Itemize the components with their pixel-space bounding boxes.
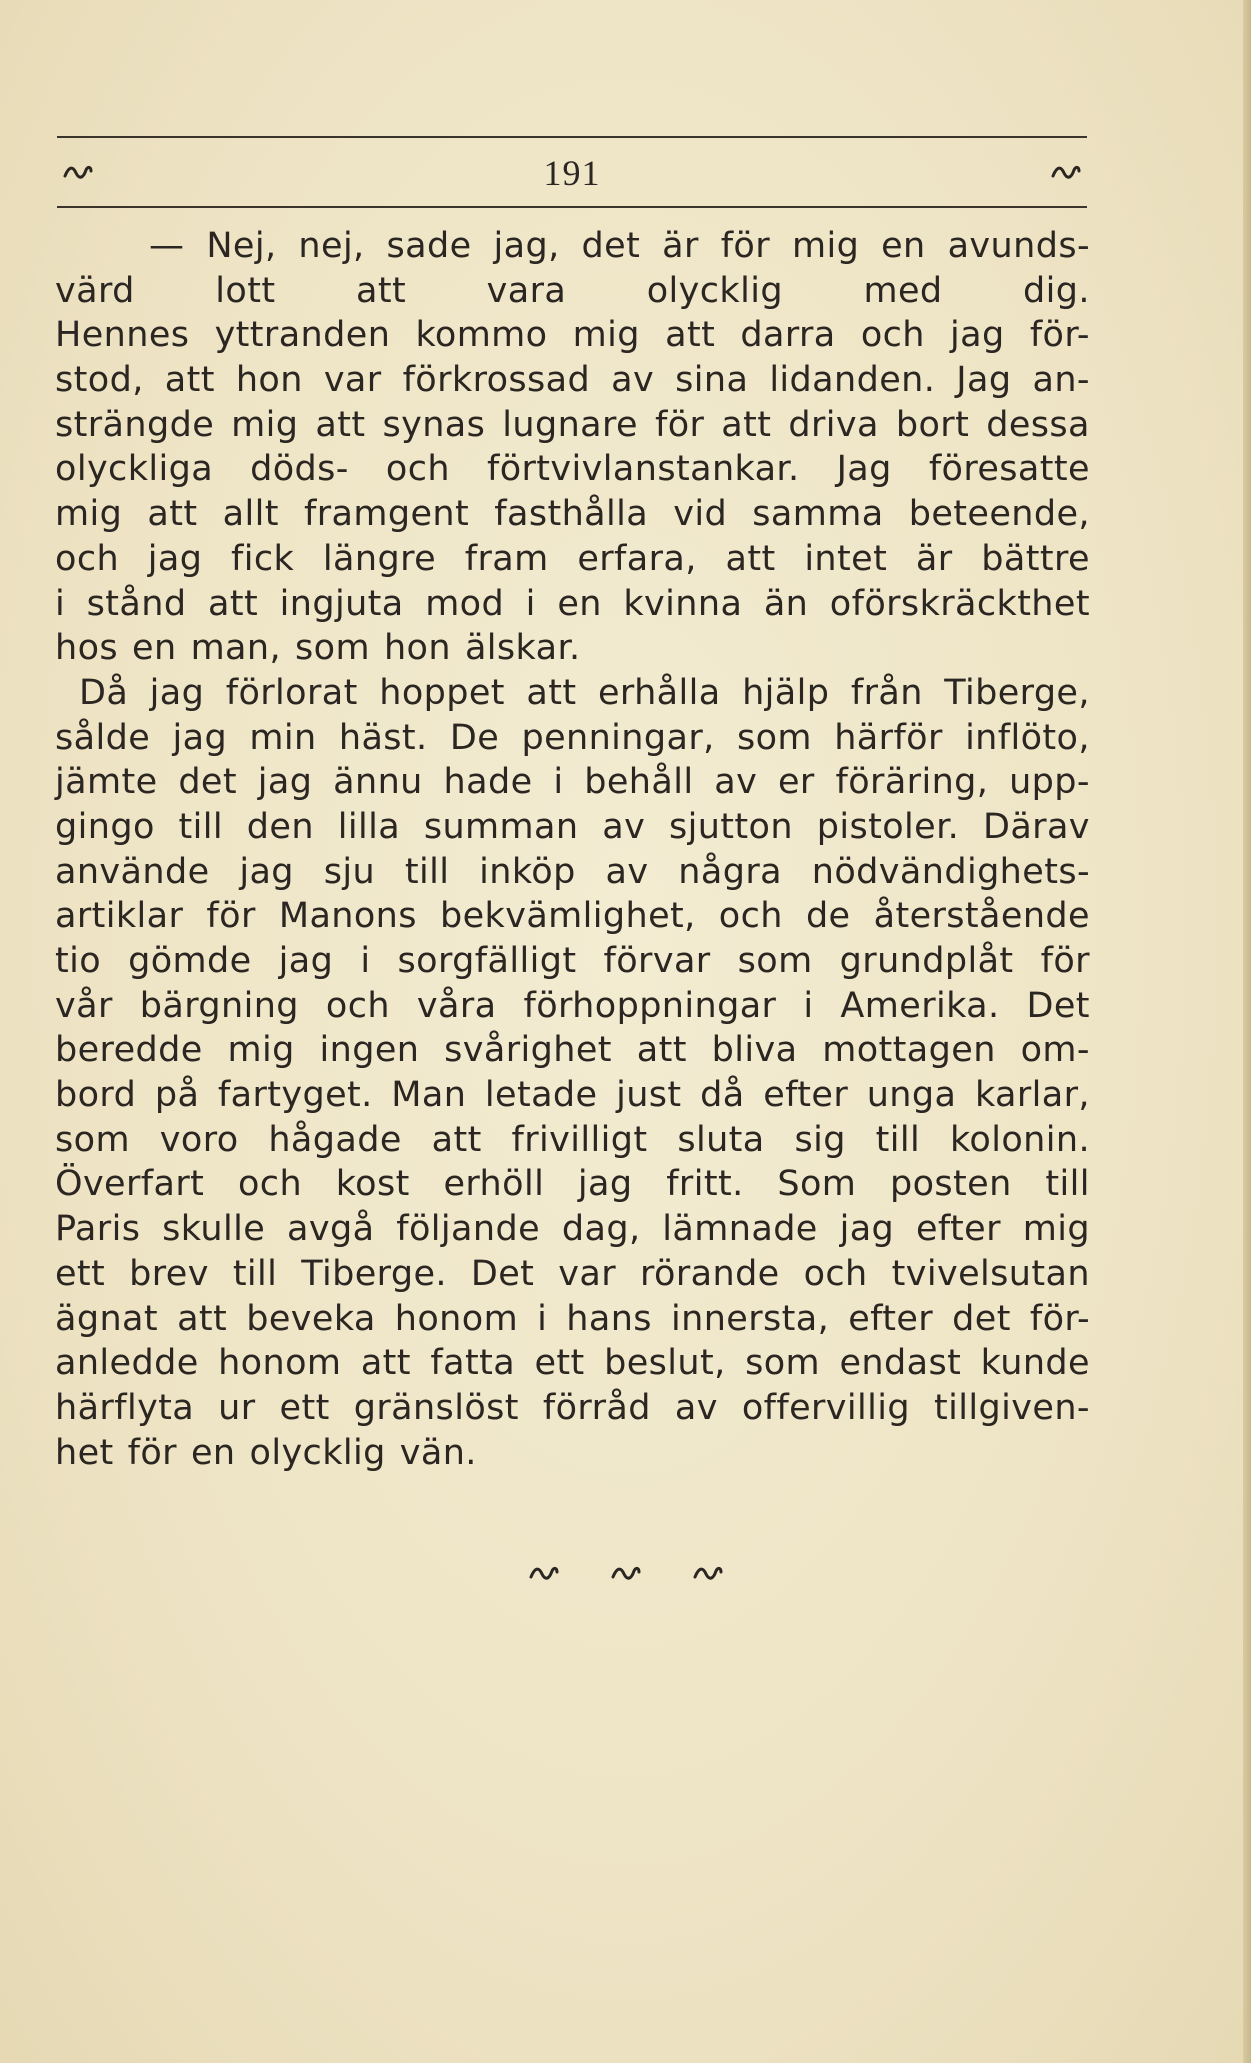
word: förkrossad (402, 360, 591, 401)
word: att (725, 538, 776, 579)
word: för (206, 896, 256, 937)
word: sluta (677, 1119, 765, 1160)
word: nej, (298, 226, 365, 266)
word: anledde (55, 1343, 199, 1384)
word: om- (1020, 1030, 1090, 1071)
word: att (315, 404, 366, 445)
word: bort (895, 404, 970, 445)
word: kost (335, 1164, 410, 1205)
word: driva (788, 404, 879, 445)
word: förhoppningar (523, 985, 777, 1026)
word: återstående (873, 896, 1090, 937)
word: Man (391, 1075, 467, 1116)
word: att (208, 583, 259, 624)
word: som (737, 941, 813, 981)
word: att (721, 404, 772, 445)
word: offervillig (741, 1387, 911, 1428)
text-line (55, 358, 1090, 403)
word: letade (484, 1075, 598, 1116)
word: inflöto, (965, 717, 1090, 758)
word: en (132, 628, 177, 669)
text-line (55, 537, 1090, 582)
word: kommo (415, 315, 548, 356)
word: i (553, 762, 564, 803)
word: använde (55, 851, 210, 892)
word: tvivelsutan (891, 1253, 1090, 1294)
word: Jag (836, 449, 892, 490)
tilde-squiggle-ornament-icon (693, 1565, 723, 1581)
word: tio (55, 941, 102, 981)
word: olycklig (646, 270, 783, 311)
word: hon (235, 360, 303, 401)
word: — (149, 226, 185, 266)
word: att (665, 315, 716, 356)
page-number: 191 (543, 153, 601, 193)
word: för- (1029, 315, 1090, 356)
word: hoppet (379, 672, 505, 713)
word: är (915, 538, 953, 579)
text-line (55, 313, 1090, 358)
word: darra (740, 315, 836, 356)
text-line (55, 760, 1090, 805)
text-line (55, 984, 1090, 1029)
word: fritt. (666, 1164, 744, 1205)
footer-ornaments (0, 1565, 1251, 1581)
word: till (1045, 1164, 1090, 1205)
word: att (164, 360, 215, 401)
word: förråd (542, 1387, 651, 1428)
header-rule-top (57, 136, 1087, 138)
word: ingen (319, 1030, 420, 1071)
word: gingo (55, 806, 155, 847)
tilde-squiggle-ornament-icon (611, 1565, 641, 1581)
tilde-squiggle-ornament-icon (529, 1565, 559, 1581)
word: mig (791, 226, 860, 266)
word: dag, (561, 1209, 641, 1250)
word: vän. (399, 1432, 477, 1473)
word: kolonin. (949, 1119, 1090, 1160)
word: hjälp (742, 672, 830, 713)
text-line (55, 582, 1090, 627)
header-rule-bottom (57, 206, 1087, 208)
word: bärgning (139, 985, 299, 1026)
word: nödvändighets- (811, 851, 1090, 892)
word: bliva (711, 1030, 798, 1071)
word: Jag (956, 360, 1012, 401)
text-line (55, 1207, 1090, 1252)
word: efter (848, 1298, 934, 1339)
word: förtvivlanstankar. (486, 449, 800, 490)
word: Därav (982, 806, 1090, 847)
word: sig (794, 1119, 846, 1160)
word: oförskräckthet (829, 583, 1090, 624)
word: efter (916, 1209, 1001, 1250)
word: att (147, 494, 198, 535)
word: jag (577, 1164, 633, 1205)
word: fick (231, 538, 295, 579)
text-line (55, 269, 1090, 314)
word: föresatte (928, 449, 1090, 490)
word: för (127, 1432, 177, 1473)
word: att (636, 1030, 687, 1071)
word: än (763, 583, 809, 624)
word: ur (218, 1387, 256, 1428)
word: mottagen (822, 1030, 996, 1071)
word: allt (222, 494, 279, 535)
word: från (850, 672, 923, 713)
word: olycklig (249, 1432, 386, 1473)
word: förvar (603, 941, 711, 981)
word: hade (443, 762, 533, 803)
word: sorgfälligt (397, 941, 577, 981)
word: det (178, 762, 237, 803)
page-edge (1243, 0, 1251, 2063)
word: jämte (55, 762, 158, 803)
word: lidanden. (769, 360, 936, 401)
word: till (178, 806, 224, 847)
word: er (777, 762, 815, 803)
word: för (720, 226, 771, 266)
word: till (232, 1253, 278, 1294)
word: ett (55, 1253, 106, 1294)
word: sju (323, 851, 376, 892)
word: tillgiven- (934, 1387, 1090, 1428)
word: stånd (86, 583, 187, 624)
word: värd (55, 270, 135, 311)
word: dig. (1023, 270, 1090, 311)
word: kvinna (623, 583, 743, 624)
word: mig (227, 1030, 295, 1071)
word: Hennes (55, 315, 190, 356)
word: honom (218, 1343, 342, 1384)
word: häst. (338, 717, 428, 758)
word: fartyget. (217, 1075, 373, 1116)
text-line (55, 447, 1090, 492)
word: posten (889, 1164, 1012, 1205)
word: samma (752, 494, 884, 535)
word: jag (257, 762, 313, 803)
word: i (55, 583, 66, 624)
word: strängde (55, 404, 215, 445)
text-line (55, 492, 1090, 537)
word: döds- (250, 449, 349, 490)
word: inköp (479, 851, 576, 892)
word: yttranden (214, 315, 391, 356)
word: till (875, 1119, 921, 1160)
word: för (654, 404, 705, 445)
text-line (55, 1252, 1090, 1297)
word: härflyta (55, 1387, 195, 1428)
word: som (55, 1119, 130, 1160)
word: och (325, 985, 390, 1026)
word: jag (239, 851, 294, 892)
word: penningar, (521, 717, 715, 758)
word: de (805, 896, 851, 937)
word: ett (279, 1387, 330, 1428)
text-line (55, 939, 1090, 984)
word: sina (675, 360, 749, 401)
word: brev (129, 1253, 209, 1294)
word: en (557, 583, 602, 624)
word: man, (190, 628, 282, 669)
word: intet (804, 538, 888, 579)
word: våra (416, 985, 497, 1026)
word: karlar, (974, 1075, 1090, 1116)
word: jag (147, 538, 203, 579)
word: beredde (55, 1030, 203, 1071)
word: jag (278, 941, 334, 981)
word: just (616, 1075, 682, 1116)
text-line (55, 1386, 1090, 1431)
text-line (55, 805, 1090, 850)
text-line (55, 716, 1090, 761)
word: jag (172, 717, 228, 758)
word: förlorat (225, 672, 358, 713)
word: sålde (55, 717, 151, 758)
tilde-squiggle-ornament-icon (1051, 164, 1081, 180)
word: och (385, 449, 450, 490)
word: för (1040, 941, 1090, 981)
text-line (55, 1162, 1090, 1207)
word: pistoler. (816, 806, 960, 847)
word: erhålla (597, 672, 721, 713)
body-text (55, 224, 1090, 1475)
word: Som (777, 1164, 857, 1205)
word: endast (839, 1343, 962, 1384)
text-line (55, 894, 1090, 939)
word: med (863, 270, 943, 311)
word: som (736, 717, 812, 758)
word: Nej, (206, 226, 277, 266)
word: en (881, 226, 926, 266)
word: hans (566, 1298, 652, 1339)
text-line (55, 626, 1090, 671)
word: frivilligt (511, 1119, 648, 1160)
word: av (602, 806, 646, 847)
word: att (431, 1119, 482, 1160)
word: och (237, 1164, 303, 1205)
word: en (190, 1432, 236, 1473)
word: då (700, 1075, 745, 1116)
word: och (803, 1253, 868, 1294)
word: sade (386, 226, 472, 266)
word: dessa (986, 404, 1090, 445)
text-line (55, 1028, 1090, 1073)
word: Överfart (55, 1164, 205, 1205)
word: jag (149, 672, 205, 713)
word: het (55, 1432, 114, 1473)
word: olyckliga (55, 449, 214, 490)
word: att (360, 1343, 411, 1384)
word: är (662, 226, 699, 266)
word: innersta, (671, 1298, 830, 1339)
word: bättre (981, 538, 1090, 579)
word: av (714, 762, 758, 803)
word: och (55, 538, 120, 579)
word: ett (534, 1343, 585, 1384)
word: Då (79, 672, 129, 713)
word: voro (159, 1119, 239, 1160)
word: till (404, 851, 450, 892)
word: i (525, 583, 536, 624)
word: Det (470, 1253, 535, 1294)
word: sjutton (668, 806, 793, 847)
word: summan (423, 806, 579, 847)
word: som (745, 1343, 821, 1384)
word: bord (55, 1075, 137, 1116)
word: fram (464, 538, 549, 579)
text-line (55, 224, 1090, 269)
word: lilla (337, 806, 401, 847)
text-line (55, 1341, 1090, 1386)
text-line (55, 1297, 1090, 1342)
word: upp- (1009, 762, 1090, 803)
word: att (355, 270, 407, 311)
word: fatta (430, 1343, 516, 1384)
word: att (177, 1298, 228, 1339)
word: lugnare (502, 404, 638, 445)
word: ingjuta (279, 583, 404, 624)
word: ägnat (55, 1298, 159, 1339)
word: ännu (333, 762, 423, 803)
word: erfara, (577, 538, 697, 579)
word: mig (572, 315, 640, 356)
word: i (803, 985, 814, 1026)
word: Tiberge. (301, 1253, 447, 1294)
word: efter (763, 1075, 849, 1116)
word: härför (834, 717, 943, 758)
word: avunds- (947, 226, 1090, 266)
word: honom (394, 1298, 519, 1339)
word: gömde (128, 941, 252, 981)
word: var (323, 360, 382, 401)
word: avgå (287, 1209, 375, 1250)
word: några (678, 851, 782, 892)
text-line (55, 850, 1090, 895)
word: Manons (278, 896, 417, 937)
word: stod, (55, 360, 144, 401)
word: skulle (162, 1209, 266, 1250)
word: vara (486, 270, 567, 311)
word: och (718, 896, 783, 937)
word: vid (673, 494, 728, 535)
word: mig (55, 494, 123, 535)
word: artiklar (55, 896, 184, 937)
word: unga (866, 1075, 957, 1116)
word: vår (55, 985, 113, 1026)
text-line (55, 1073, 1090, 1118)
word: hos (55, 628, 119, 669)
word: erhöll (443, 1164, 545, 1205)
word: det (581, 226, 641, 266)
word: i (360, 941, 371, 981)
word: bekvämlighet, (440, 896, 696, 937)
word: lämnade (662, 1209, 818, 1250)
word: Tiberge, (944, 672, 1090, 713)
word: som (295, 628, 370, 669)
word: jag (839, 1209, 895, 1250)
word: De (449, 717, 500, 758)
word: lott (215, 270, 276, 311)
word: det (952, 1298, 1011, 1339)
word: framgent (304, 494, 470, 535)
word: hon (383, 628, 451, 669)
word: Amerika. (840, 985, 1000, 1026)
word: hågade (268, 1119, 402, 1160)
word: älskar. (464, 628, 581, 669)
word: av (605, 851, 649, 892)
text-line (55, 403, 1090, 448)
word: av (611, 360, 655, 401)
word: svårighet (444, 1030, 612, 1071)
word: beveka (246, 1298, 376, 1339)
word: föräring, (835, 762, 989, 803)
word: jag, (493, 226, 560, 266)
word: följande (396, 1209, 541, 1250)
word: den (246, 806, 314, 847)
word: på (154, 1075, 200, 1116)
running-header (57, 136, 1087, 208)
word: kunde (980, 1343, 1090, 1384)
word: gränslöst (353, 1387, 519, 1428)
word: var (558, 1253, 617, 1294)
word: av (674, 1387, 718, 1428)
text-line (55, 1118, 1090, 1163)
word: synas (382, 404, 486, 445)
word: beteende, (908, 494, 1090, 535)
text-line (55, 671, 1090, 716)
word: mig (231, 404, 299, 445)
word: fasthålla (494, 494, 649, 535)
word: för- (1029, 1298, 1090, 1339)
word: mod (425, 583, 505, 624)
text-line (55, 1431, 1090, 1476)
word: i (537, 1298, 548, 1339)
word: och (860, 315, 925, 356)
word: jag (950, 315, 1005, 356)
word: an- (1032, 360, 1090, 401)
word: behåll (584, 762, 694, 803)
word: grundplåt (839, 941, 1014, 981)
word: Paris (55, 1209, 141, 1250)
word: Det (1026, 985, 1090, 1026)
word: min (249, 717, 317, 758)
word: beslut, (604, 1343, 726, 1384)
word: mig (1022, 1209, 1090, 1250)
word: längre (322, 538, 437, 579)
word: rörande (640, 1253, 780, 1294)
word: att (526, 672, 577, 713)
